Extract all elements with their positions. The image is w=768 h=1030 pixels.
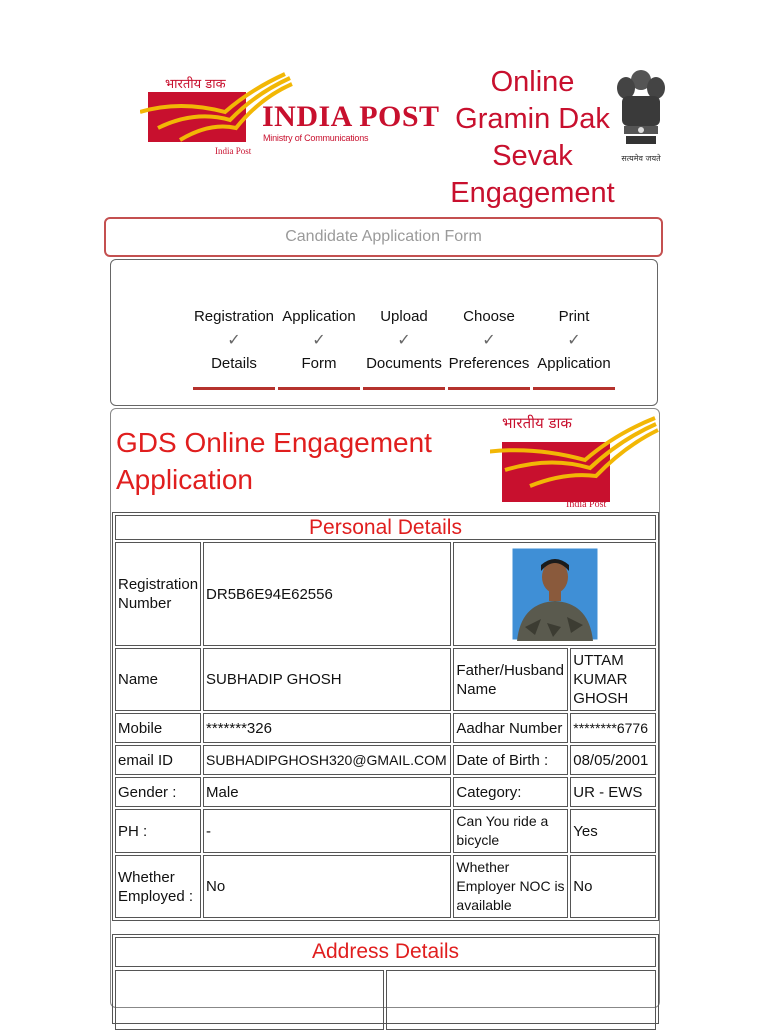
step-label-top: Choose: [463, 308, 515, 325]
mobile-label: Mobile: [115, 713, 201, 743]
email-label: email ID: [115, 745, 201, 775]
step-progress-bar: [533, 387, 615, 390]
step-progress-bar: [193, 387, 275, 390]
progress-stepper: [110, 259, 658, 406]
application-title: GDS Online Engagement Application: [116, 427, 432, 495]
step-progress-bar: [448, 387, 530, 390]
personal-details-heading: Personal Details: [115, 515, 656, 540]
aadhar-number-label: Aadhar Number: [453, 713, 568, 743]
address-cell-right: [386, 970, 656, 1030]
date-of-birth-value: 08/05/2001: [570, 745, 656, 775]
photo-cell: [453, 542, 656, 646]
india-post-logo: [140, 70, 445, 160]
step-label-bottom: Application: [537, 355, 611, 372]
logo-small-text: India Post: [215, 146, 252, 156]
national-emblem-icon: [612, 66, 670, 164]
form-banner: [104, 217, 663, 257]
logo-brand-text: INDIA POST: [262, 100, 440, 133]
name-label: Name: [115, 648, 201, 711]
mobile-value: *******326: [203, 713, 451, 743]
father-husband-name-label: Father/Husband Name: [453, 648, 568, 711]
logo-ministry-text: Ministry of Communications: [263, 133, 369, 143]
logo-hindi-text: भारतीय डाक: [165, 77, 226, 92]
category-value: UR - EWS: [570, 777, 656, 807]
personal-details-table: [112, 512, 659, 921]
logo2-small-text: India Post: [566, 499, 607, 510]
check-icon: ✓: [312, 332, 326, 349]
page-title: Online Gramin Dak Sevak Engagement: [450, 66, 615, 209]
bicycle-label: Can You ride a bicycle: [453, 809, 568, 853]
step-label-top: Upload: [380, 308, 428, 325]
gender-label: Gender :: [115, 777, 201, 807]
ph-label: PH :: [115, 809, 201, 853]
step-progress-bar: [278, 387, 360, 390]
check-icon: ✓: [567, 332, 581, 349]
employed-label: Whether Employed :: [115, 855, 201, 918]
step-label-bottom: Documents: [366, 355, 442, 372]
step-label-top: Registration: [193, 308, 275, 325]
emblem-motto: सत्यमेव जयते: [621, 154, 661, 163]
employer-noc-label: Whether Employer NOC is available: [453, 855, 568, 918]
gender-value: Male: [203, 777, 451, 807]
employed-value: No: [203, 855, 451, 918]
step-label-bottom: Preferences: [448, 355, 530, 372]
address-cell-left: [115, 970, 384, 1030]
registration-number-label: Registration Number: [115, 542, 201, 646]
form-banner-label: Candidate Application Form: [285, 228, 482, 245]
step-progress-bar: [363, 387, 445, 390]
step-label-top: Application: [282, 308, 356, 325]
step-label-top: Print: [558, 308, 590, 325]
logo2-hindi-text: भारतीय डाक: [502, 414, 572, 432]
step-label-bottom: Form: [301, 355, 337, 372]
address-details-heading: Address Details: [115, 937, 656, 967]
check-icon: ✓: [397, 332, 411, 349]
check-icon: ✓: [482, 332, 496, 349]
bicycle-value: Yes: [570, 809, 656, 853]
aadhar-number-value: ********6776: [570, 713, 656, 743]
india-post-logo-small: [490, 410, 660, 510]
registration-number-value: DR5B6E94E62556: [203, 542, 451, 646]
candidate-photo: [511, 547, 599, 641]
category-label: Category:: [453, 777, 568, 807]
father-husband-name-value: UTTAM KUMAR GHOSH: [570, 648, 656, 711]
check-icon: ✓: [227, 332, 241, 349]
ph-value: -: [203, 809, 451, 853]
step-label-bottom: Details: [211, 355, 257, 372]
email-value: SUBHADIPGHOSH320@GMAIL.COM: [203, 745, 451, 775]
date-of-birth-label: Date of Birth :: [453, 745, 568, 775]
employer-noc-value: No: [570, 855, 656, 918]
name-value: SUBHADIP GHOSH: [203, 648, 451, 711]
